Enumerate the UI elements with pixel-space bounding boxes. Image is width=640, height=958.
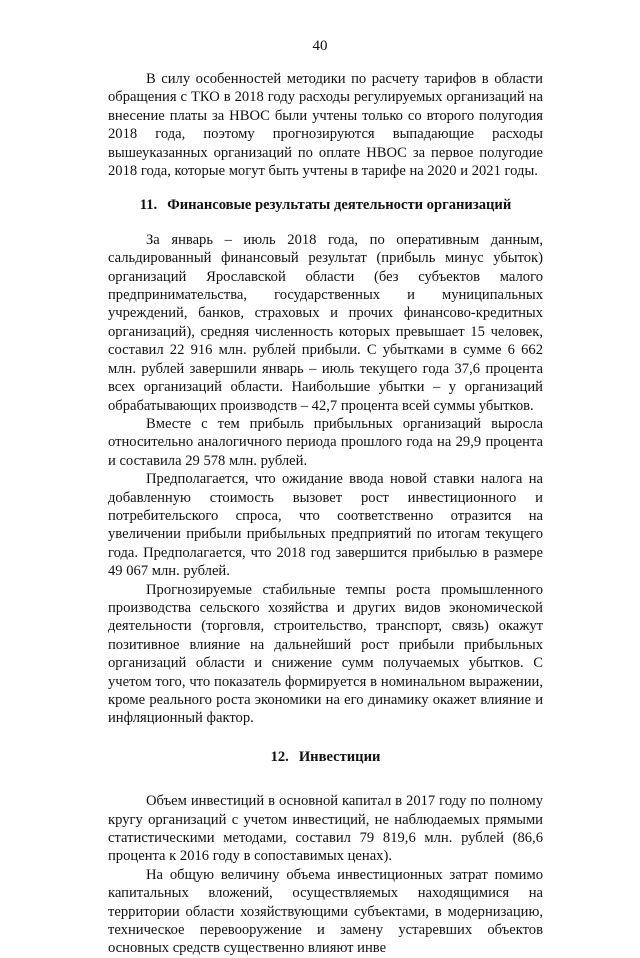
investment-paragraph-1: Объем инвестиций в основной капитал в 2017 году по полному кругу организаций с учетом инвестиций, не наблюдаемых прямыми статистическими методами, составил 79 819,6 млн. рублей (86,6 процента к 2016 году в сопоставимых ценах).: [108, 793, 543, 865]
document-body: [108, 70, 543, 958]
financial-paragraph-4: Прогнозируемые стабильные темпы роста промышленного производства сельского хозяйства и других видов экономической деятельности (торговля, строительство, транспорт, связь) окажут позитивное влияние на дальнейший рост прибыли прибыльных организаций области и снижение сумм получаемых убытков. С учетом того, что показатель формируется в номинальном выражении, кроме реального роста экономики на его динамику окажет влияние и инфляционный фактор.: [108, 581, 543, 727]
financial-paragraph-1: За январь – июль 2018 года, по оперативным данным, сальдированный финансовый результат (прибыль минус убыток) организаций Ярославской области (без субъектов малого предпринимательства, государственных и муниципальных учреждений, банков, страховых и прочих финансово-кредитных организаций), средняя численность которых превышает 15 человек, составил 22 916 млн. рублей прибыли. С убытками в сумме 6 662 млн. рублей завершили январь – июль текущего года 37,6 процента всех организаций области. Наибольшие убытки – у организаций обрабатывающих производств – 42,7 процента всей суммы убытков.: [108, 231, 543, 414]
section-heading-financial-results: [108, 196, 543, 214]
financial-paragraph-3: Предполагается, что ожидание ввода новой ставки налога на добавленную стоимость вызовет рост инвестиционного и потребительского спроса, что соответственно отразится на увеличении прибыли прибыльных предприятий по итогам текущего года. Предполагается, что 2018 год завершится прибылью в размере 49 067 млн. рублей.: [108, 471, 543, 580]
investment-paragraph-2: На общую величину объема инвестиционных затрат помимо капитальных вложений, осуществляемых находящимися на территории области хозяйствующими субъектами, в модернизацию, техническое перевооружение и замену устаревших объектов основных средств существенно влияют инве: [108, 866, 543, 957]
section-title: Инвестиции: [298, 748, 381, 765]
section-number: 12.: [270, 748, 289, 765]
section-number: 11.: [139, 197, 158, 214]
section-heading-investments: [108, 748, 543, 766]
section-title: Финансовые результаты деятельности организаций: [167, 197, 512, 214]
page-number: 40: [312, 38, 328, 54]
financial-paragraph-2: Вместе с тем прибыль прибыльных организаций выросла относительно аналогичного периода прошлого года на 29,9 процента и составила 29 578 млн. рублей.: [108, 415, 543, 469]
intro-paragraph: В силу особенностей методики по расчету тарифов в области обращения с ТКО в 2018 году расходы регулируемых организаций на внесение платы за НВОС были учтены только со второго полугодия 2018 года, поэтому прогнозируются выпадающие расходы вышеуказанных организаций по оплате НВОС за первое полугодие 2018 года, которые могут быть учтены в тарифе на 2020 и 2021 годы.: [108, 71, 543, 180]
